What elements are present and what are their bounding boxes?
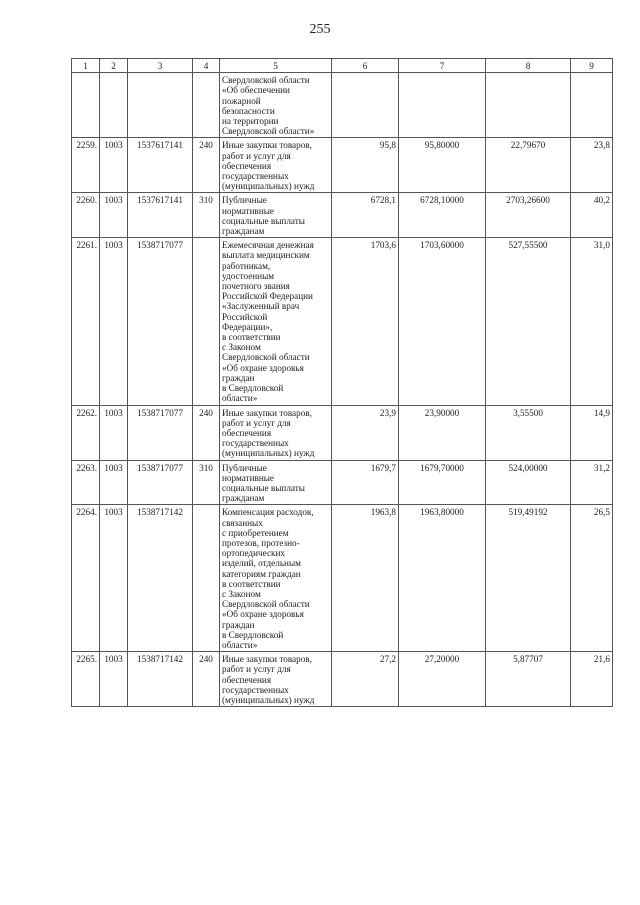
amount-planned — [399, 73, 486, 138]
section-code: 1003 — [100, 238, 128, 405]
header-row — [72, 59, 613, 73]
item-name: Публичные нормативные социальные выплаты гражданам — [220, 460, 332, 505]
table-row — [72, 405, 613, 460]
execution-percent: 21,6 — [571, 652, 613, 707]
amount-approved: 27,2 — [332, 652, 399, 707]
target-code: 1538717142 — [128, 652, 193, 707]
item-name: Свердловской области «Об обеспечении пожарной безопасности на территории Свердловской области» — [220, 73, 332, 138]
section-code — [100, 73, 128, 138]
row-number: 2264. — [72, 505, 100, 652]
table-row — [72, 73, 613, 138]
amount-planned: 1963,80000 — [399, 505, 486, 652]
expense-type-code — [193, 73, 220, 138]
table-row — [72, 193, 613, 238]
page-number: 255 — [309, 22, 331, 37]
target-code — [128, 73, 193, 138]
amount-planned: 6728,10000 — [399, 193, 486, 238]
expense-type-code: 310 — [193, 460, 220, 505]
header-col-7: 7 — [399, 59, 486, 73]
execution-percent: 14,9 — [571, 405, 613, 460]
section-code: 1003 — [100, 138, 128, 193]
amount-executed: 527,55500 — [486, 238, 571, 405]
amount-approved — [332, 73, 399, 138]
amount-planned: 1679,70000 — [399, 460, 486, 505]
amount-executed: 3,55500 — [486, 405, 571, 460]
table-row — [72, 138, 613, 193]
expense-type-code: 240 — [193, 652, 220, 707]
target-code: 1538717077 — [128, 405, 193, 460]
header-col-6: 6 — [332, 59, 399, 73]
item-name: Иные закупки товаров, работ и услуг для обеспечения государственных (муниципальных) нужд — [220, 138, 332, 193]
table-row — [72, 460, 613, 505]
amount-approved: 95,8 — [332, 138, 399, 193]
row-number: 2259. — [72, 138, 100, 193]
execution-percent: 26,5 — [571, 505, 613, 652]
expense-type-code: 240 — [193, 405, 220, 460]
row-number: 2260. — [72, 193, 100, 238]
header-col-4: 4 — [193, 59, 220, 73]
amount-executed: 519,49192 — [486, 505, 571, 652]
item-name: Ежемесячная денежная выплата медицинским работникам, удостоенным почетного звания Российской Федерации «Заслуженный врач Российской Федерации», в соответствии с Законом Свердловской области «Об охране здоровья граждан в Свердловской области» — [220, 238, 332, 405]
section-code: 1003 — [100, 460, 128, 505]
item-name: Публичные нормативные социальные выплаты гражданам — [220, 193, 332, 238]
amount-approved: 1703,6 — [332, 238, 399, 405]
row-number — [72, 73, 100, 138]
target-code: 1537617141 — [128, 138, 193, 193]
execution-percent — [571, 73, 613, 138]
header-col-8: 8 — [486, 59, 571, 73]
item-name: Иные закупки товаров, работ и услуг для обеспечения государственных (муниципальных) нужд — [220, 405, 332, 460]
section-code: 1003 — [100, 405, 128, 460]
expense-type-code: 240 — [193, 138, 220, 193]
target-code: 1538717142 — [128, 505, 193, 652]
execution-percent: 31,0 — [571, 238, 613, 405]
table-row — [72, 238, 613, 405]
amount-planned: 23,90000 — [399, 405, 486, 460]
table-row — [72, 505, 613, 652]
header-col-2: 2 — [100, 59, 128, 73]
execution-percent: 23,8 — [571, 138, 613, 193]
expense-type-code — [193, 505, 220, 652]
item-name: Иные закупки товаров, работ и услуг для обеспечения государственных (муниципальных) нужд — [220, 652, 332, 707]
target-code: 1538717077 — [128, 460, 193, 505]
header-col-3: 3 — [128, 59, 193, 73]
header-col-5: 5 — [220, 59, 332, 73]
row-number: 2262. — [72, 405, 100, 460]
table-header — [72, 59, 613, 73]
section-code: 1003 — [100, 505, 128, 652]
target-code: 1537617141 — [128, 193, 193, 238]
amount-executed: 524,00000 — [486, 460, 571, 505]
row-number: 2265. — [72, 652, 100, 707]
table-body — [72, 73, 613, 707]
amount-planned: 95,80000 — [399, 138, 486, 193]
target-code: 1538717077 — [128, 238, 193, 405]
header-col-9: 9 — [571, 59, 613, 73]
amount-planned: 1703,60000 — [399, 238, 486, 405]
amount-approved: 1679,7 — [332, 460, 399, 505]
table-row — [72, 652, 613, 707]
section-code: 1003 — [100, 652, 128, 707]
section-code: 1003 — [100, 193, 128, 238]
row-number: 2263. — [72, 460, 100, 505]
amount-executed: 22,79670 — [486, 138, 571, 193]
budget-table — [71, 58, 613, 707]
expense-type-code: 310 — [193, 193, 220, 238]
amount-executed: 5,87707 — [486, 652, 571, 707]
expense-type-code — [193, 238, 220, 405]
execution-percent: 40,2 — [571, 193, 613, 238]
amount-planned: 27,20000 — [399, 652, 486, 707]
header-col-1: 1 — [72, 59, 100, 73]
amount-executed: 2703,26600 — [486, 193, 571, 238]
row-number: 2261. — [72, 238, 100, 405]
amount-executed — [486, 73, 571, 138]
amount-approved: 6728,1 — [332, 193, 399, 238]
amount-approved: 1963,8 — [332, 505, 399, 652]
item-name: Компенсация расходов, связанных с приобретением протезов, протезно- ортопедических изделий, отдельным категориям граждан в соответствии с Законом Свердловской области «Об охране здоровья граждан в Свердловской области» — [220, 505, 332, 652]
execution-percent: 31,2 — [571, 460, 613, 505]
amount-approved: 23,9 — [332, 405, 399, 460]
